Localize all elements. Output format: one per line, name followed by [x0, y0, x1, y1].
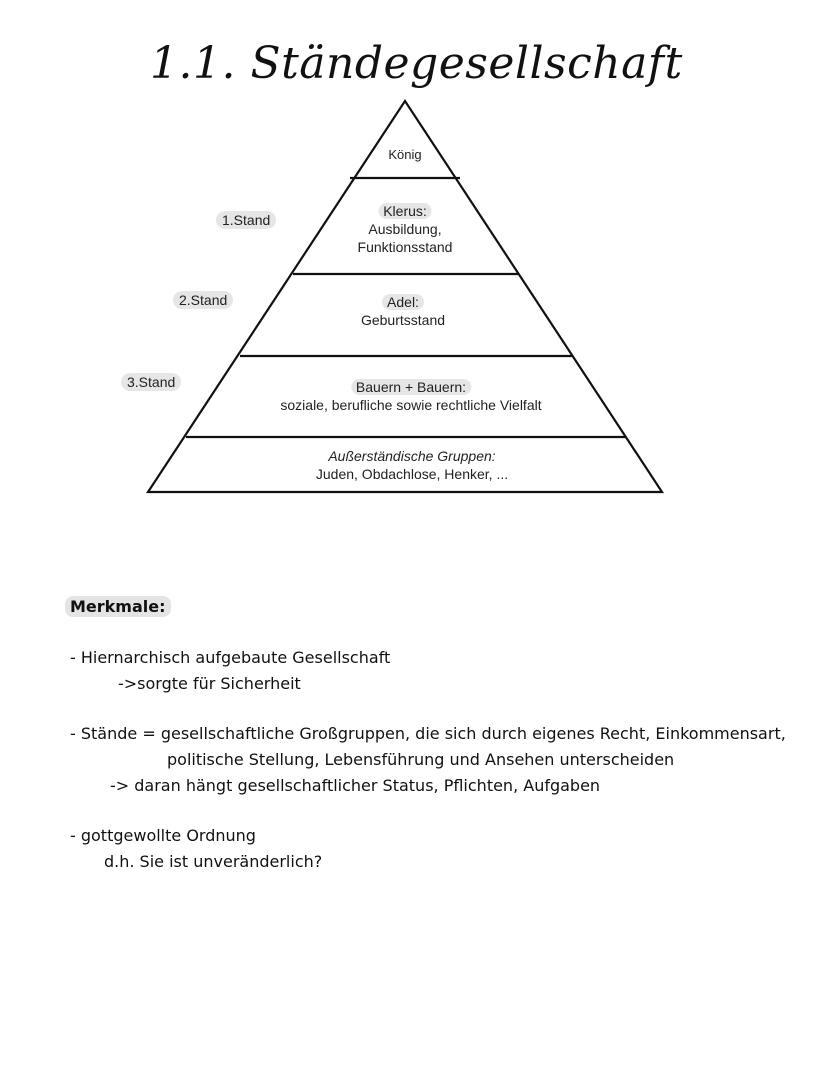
- note-line-7: d.h. Sie ist unveränderlich?: [104, 852, 323, 871]
- note-line-3: - Stände = gesellschaftliche Großgruppen, die sich durch eigenes Recht, Einkommensart,: [70, 724, 786, 743]
- layer-ausserstaendische-line-1: Juden, Obdachlose, Henker, ...: [315, 466, 509, 482]
- layer-klerus-line-2: Funktionsstand: [357, 239, 453, 255]
- note-line-5: -> daran hängt gesellschaftlicher Status, Pflichten, Aufgaben: [110, 776, 601, 795]
- note-line-4: politische Stellung, Lebensführung und Ansehen unterscheiden: [167, 750, 675, 769]
- layer-ausserstaendische: [316, 447, 508, 483]
- page-title: 1.1. Ständegesellschaft: [150, 38, 683, 89]
- layer-bauern-title: Bauern + Bauern:: [351, 379, 471, 395]
- stand-label-1: 1.Stand: [216, 211, 276, 229]
- layer-klerus: [358, 202, 453, 256]
- layer-koenig: [388, 146, 421, 164]
- pyramid-diagram: [0, 0, 828, 520]
- layer-ausserstaendische-title: Außerständische Gruppen:: [328, 448, 496, 464]
- note-line-1: - Hiernarchisch aufgebaute Gesellschaft: [70, 648, 391, 667]
- note-line-6: - gottgewollte Ordnung: [70, 826, 256, 845]
- stand-label-3: 3.Stand: [121, 373, 181, 391]
- layer-adel: [361, 293, 445, 329]
- stand-label-2: 2.Stand: [173, 291, 233, 309]
- layer-klerus-title: Klerus:: [378, 203, 432, 219]
- layer-bauern: [280, 378, 541, 414]
- notes-heading: Merkmale:: [65, 596, 171, 617]
- layer-klerus-line-1: Ausbildung,: [368, 221, 442, 237]
- layer-adel-line-1: Geburtsstand: [360, 312, 446, 328]
- note-line-2: ->sorgte für Sicherheit: [118, 674, 301, 693]
- layer-bauern-line-1: soziale, berufliche sowie rechtliche Vielfalt: [280, 397, 542, 413]
- layer-adel-title: Adel:: [382, 294, 424, 310]
- layer-koenig-label: König: [388, 147, 422, 162]
